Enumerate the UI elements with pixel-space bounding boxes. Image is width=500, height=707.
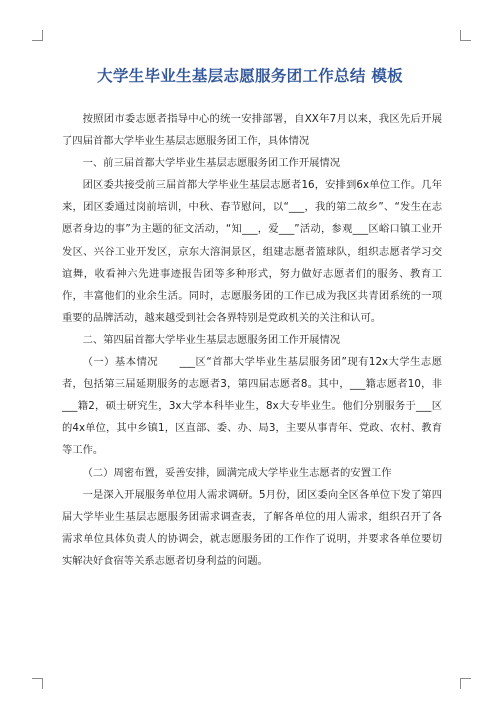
crop-mark-top-right: [460, 30, 471, 41]
survey-paragraph: 一是深入开展服务单位用人需求调研。5月份，团区委向全区各单位下发了第四届大学毕业生基层志愿服务团需求调查表，了解各单位的用人需求，组织召开了各需求单位具体负责人的协调会，就志愿服务团的工作作了说明，并要求各单位要切实解决好食宿等关系志愿者切身利益的问题。: [62, 488, 442, 567]
crop-mark-bottom-right: [460, 678, 471, 689]
section-1-paragraph: 团区委共接受前三届首都大学毕业生基层志愿者16，安排到6x单位工作。几年来，团区委通过岗前培训，中秋、春节慰问，以“___，我的第二故乡”、“发生在志愿者身边的事”为主题的征文活动，“知___，爱___”活动，参观___区峪口镇工业开发区、兴谷工业开发区，京东大溶洞景区，组建志愿者篮球队，组织志愿者学习交谊舞，收看神六先进事迹报告团等多种形式，努力做好志愿者们的服务、教育工作，丰富他们的业余生活。同时，志愿服务团的工作已成为我区共青团系统的一项重要的品牌活动，越来越受到社会各界特别是党政机关的关注和认可。: [62, 179, 442, 324]
section-heading-2: 二、第四届首都大学毕业生基层志愿服务团工作开展情况: [82, 333, 341, 346]
intro-paragraph: 按照团市委志愿者指导中心的统一安排部署，自XX年7月以来，我区先后开展了四届首都大学毕业生基层志愿服务团工作，具体情况: [62, 113, 442, 148]
basic-situation-paragraph: （一）基本情况 ___区“首都大学毕业生基层服务团”现有12x大学生志愿者，包括第三届延期服务的志愿者3，第四届志愿者8。其中，___籍志愿者10，非___籍2，硕士研究生，3x大学本科毕业生，8x大专毕业生。他们分别服务于___区的4x单位，其中乡镇1，区直部、委、办、局3，主要从事青年、党政、农村、教育等工作。: [62, 356, 442, 457]
crop-mark-top-left: [32, 30, 43, 41]
section-heading-1: 一、前三届首都大学毕业生基层志愿服务团工作开展情况: [82, 157, 341, 170]
crop-mark-bottom-left: [32, 678, 43, 689]
subsection-heading-2: （二）周密布置，妥善安排，圆满完成大学毕业生志愿者的安置工作: [82, 466, 392, 479]
document-title: 大学生毕业生基层志愿服务团工作总结 模板: [97, 67, 403, 85]
document-body: [62, 108, 442, 572]
